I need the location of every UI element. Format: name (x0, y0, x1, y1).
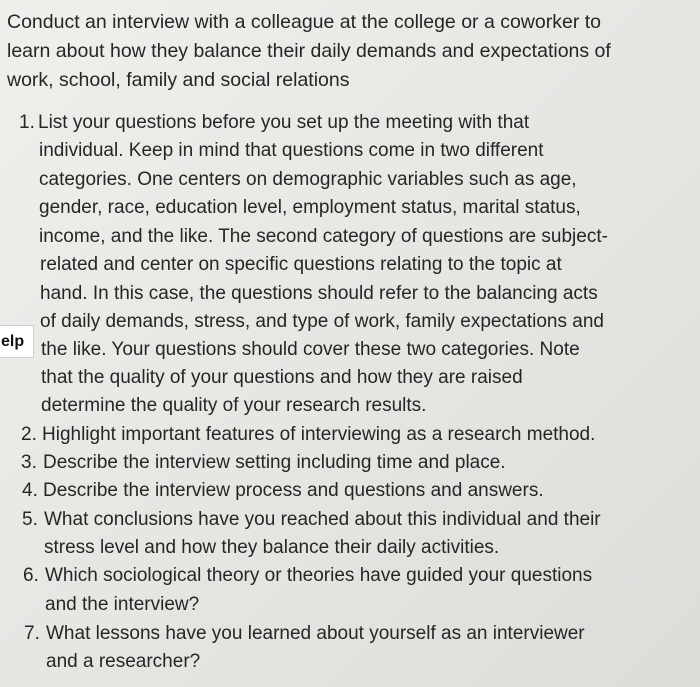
list-item-number: 6. (23, 565, 39, 586)
list-item-line: and the interview? (45, 594, 200, 615)
list-item-line: gender, race, education level, employment status, marital status, (39, 197, 581, 218)
list-item-line: of daily demands, stress, and type of work, family expectations and (40, 311, 604, 332)
side-help-tab-label: elp (1, 333, 25, 350)
list-item-number: 2. (21, 424, 37, 445)
side-help-tab[interactable] (0, 325, 34, 358)
list-item-line: List your questions before you set up the meeting with that (38, 112, 530, 133)
list-item-line: stress level and how they balance their daily activities. (44, 537, 500, 558)
list-item-line: categories. One centers on demographic variables such as age, (39, 169, 577, 190)
list-item-number: 7. (24, 623, 40, 644)
list-item-line: and a researcher? (46, 651, 201, 672)
list-item-number: 4. (22, 480, 38, 501)
intro-paragraph (7, 8, 611, 95)
list-item-line: Describe the interview process and questions and answers. (43, 480, 544, 501)
list-item-line: Which sociological theory or theories have guided your questions (45, 565, 593, 586)
list-item-line: determine the quality of your research results. (41, 395, 427, 416)
list-item-line: Describe the interview setting including time and place. (43, 452, 506, 473)
list-item-line: What lessons have you learned about yourself as an interviewer (46, 623, 585, 644)
list-item-number: 5. (22, 509, 38, 530)
intro-line: work, school, family and social relations (7, 69, 350, 91)
list-item-number: 3. (21, 452, 37, 473)
list-item-line: the like. Your questions should cover these two categories. Note (41, 339, 580, 360)
list-item-number: 1. (19, 112, 35, 133)
intro-line: learn about how they balance their daily demands and expectations of (7, 40, 611, 62)
list-item-line: hand. In this case, the questions should refer to the balancing acts (40, 283, 598, 304)
list-item-line: Highlight important features of interviewing as a research method. (42, 424, 596, 445)
list-item-line: What conclusions have you reached about this individual and their (44, 509, 601, 530)
list-item-line: related and center on specific questions relating to the topic at (40, 254, 562, 275)
list-item-line: individual. Keep in mind that questions come in two different (39, 140, 544, 161)
list-item-line: income, and the like. The second category of questions are subject- (39, 226, 608, 247)
list-item-line: that the quality of your questions and how they are raised (41, 367, 523, 388)
intro-line: Conduct an interview with a colleague at the college or a coworker to (7, 11, 601, 33)
